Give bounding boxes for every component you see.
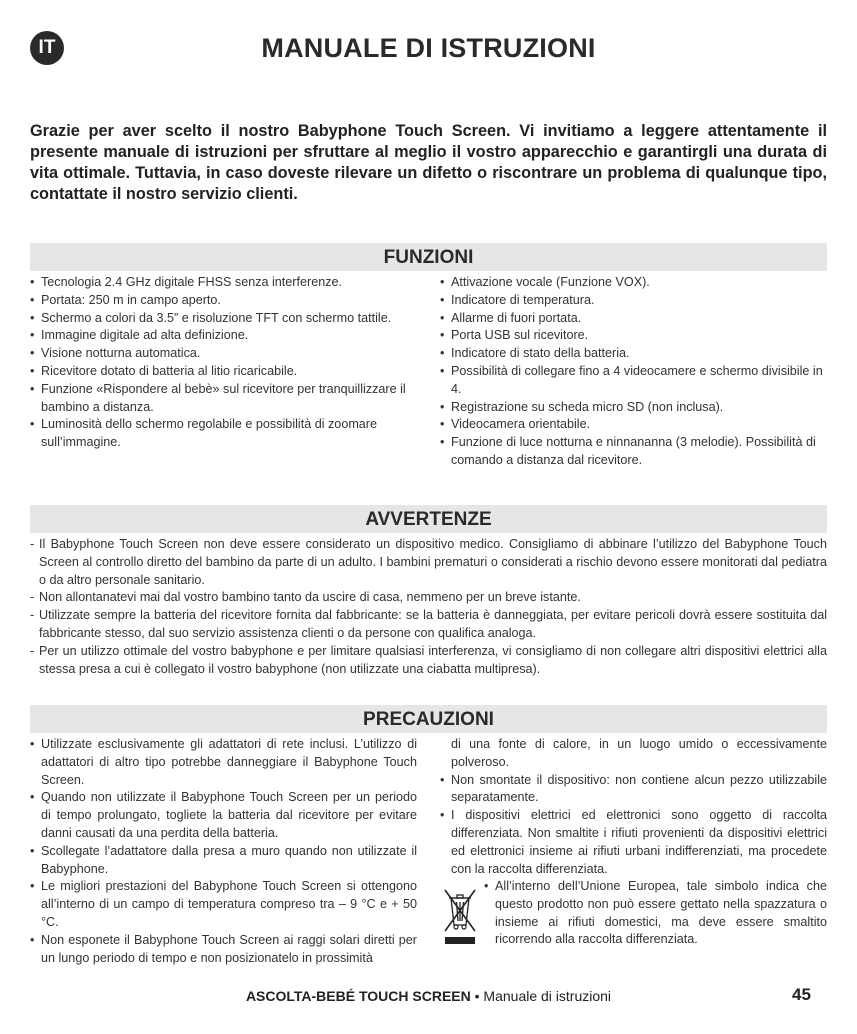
list-item: • Luminosità dello schermo regolabile e possibilità di zoomare sull’immagine. xyxy=(30,416,420,452)
list-item: - Utilizzate sempre la batteria del ricevitore fornita dal fabbricante: se la batteria è danneggiata, per evitare pericoli dovrà essere sostituita dal fabbricante stesso, dal suo servizio assistenza clienti o da persone con qualifica analoga. xyxy=(30,607,827,643)
precauzioni-list-left xyxy=(30,736,417,967)
page-number: 45 xyxy=(792,985,811,1004)
footer-label: Manuale di istruzioni xyxy=(483,988,612,1004)
page-title: MANUALE DI ISTRUZIONI xyxy=(261,33,596,63)
list-item-continuation: di una fonte di calore, in un luogo umido o eccessivamente polveroso. xyxy=(451,737,827,769)
list-item: • Utilizzate esclusivamente gli adattatori di rete inclusi. L’utilizzo di adattatori di altro tipo potrebbe danneggiare il Babyphone Touch Screen. xyxy=(30,736,417,789)
list-item: • Immagine digitale ad alta definizione. xyxy=(30,327,420,345)
list-item: • Indicatore di stato della batteria. xyxy=(440,345,827,363)
footer xyxy=(0,986,857,1006)
list-item: • Quando non utilizzate il Babyphone Touch Screen per un periodo di tempo prolungato, togliete la batteria dal ricevitore per evitare danni causati da una perdita della batteria. xyxy=(30,789,417,842)
list-item: • Videocamera orientabile. xyxy=(440,416,827,434)
list-item: • Allarme di fuori portata. xyxy=(440,310,827,328)
list-item: • Non esponete il Babyphone Touch Screen ai raggi solari diretti per un lungo periodo di tempo e non posizionatelo in prossimità xyxy=(30,932,417,968)
funzioni-list-right xyxy=(440,274,827,470)
list-item: • Attivazione vocale (Funzione VOX). xyxy=(440,274,827,292)
footer-separator: • xyxy=(474,988,480,1004)
footer-product-name: ASCOLTA-BEBÉ TOUCH SCREEN xyxy=(245,988,471,1004)
list-item: • Visione notturna automatica. xyxy=(30,345,420,363)
intro-paragraph: Grazie per aver scelto il nostro Babyphone Touch Screen. Vi invitiamo a leggere attentamente il presente manuale di istruzioni per sfruttare al meglio il vostro apparecchio e garantirgli una durata di vita ottimale. Tuttavia, in caso doveste rilevare un difetto o riscontrare un problema di qualunque tipo, contattate il nostro servizio clienti. xyxy=(30,122,827,203)
list-item: - Per un utilizzo ottimale del vostro babyphone e per limitare qualsiasi interferenza, vi consigliamo di non collegare altri dispositivi elettrici alla stessa presa a cui è collegato il vostro babyphone (non utilizzate una ciabatta multipresa). xyxy=(30,643,827,679)
list-item: • I dispositivi elettrici ed elettronici sono oggetto di raccolta differenziata. Non smaltite i rifiuti provenienti da dispositivi elettrici ed elettronici insieme ai rifiuti urbani indifferenziati, ma procedete con la raccolta differenziata. xyxy=(440,807,827,878)
eu-disposal-note xyxy=(484,878,827,949)
avvertenze-list xyxy=(30,536,827,678)
list-item: • Scollegate l’adattatore dalla presa a muro quando non utilizzate il Babyphone. xyxy=(30,843,417,879)
list-item: • Portata: 250 m in campo aperto. xyxy=(30,292,420,310)
list-item: • Funzione di luce notturna e ninnananna (3 melodie). Possibilità di comando a distanza dal ricevitore. xyxy=(440,434,827,470)
list-item: • Le migliori prestazioni del Babyphone Touch Screen si ottengono all’interno di un campo di temperatura compreso tra – 9 °C e + 50 °C. xyxy=(30,878,417,931)
list-item: • Indicatore di temperatura. xyxy=(440,292,827,310)
section-header-avvertenze: AVVERTENZE xyxy=(30,505,827,533)
list-item: • Ricevitore dotato di batteria al litio ricaricabile. xyxy=(30,363,420,381)
list-item: • Funzione «Rispondere al bebè» sul ricevitore per tranquillizzare il bambino a distanza. xyxy=(30,381,420,417)
list-item: • Porta USB sul ricevitore. xyxy=(440,327,827,345)
section-header-funzioni: FUNZIONI xyxy=(30,243,827,271)
list-item: • Schermo a colori da 3.5” e risoluzione TFT con schermo tattile. xyxy=(30,310,420,328)
crossed-out-bin-icon xyxy=(442,887,478,945)
language-badge: IT xyxy=(30,31,64,65)
list-item: • Tecnologia 2.4 GHz digitale FHSS senza interferenze. xyxy=(30,274,420,292)
list-item: • Possibilità di collegare fino a 4 videocamere e schermo divisibile in 4. xyxy=(440,363,827,399)
list-item: - Non allontanatevi mai dal vostro bambino tanto da uscire di casa, nemmeno per un breve istante. xyxy=(30,589,827,607)
list-item: - Il Babyphone Touch Screen non deve essere considerato un dispositivo medico. Consigliamo di abbinare l’utilizzo del Babyphone Touch Screen al controllo diretto del bambino da parte di un adulto. I bambini prematuri o considerati a rischio devono essere monitorati dal pediatra o da altro personale sanitario. xyxy=(30,536,827,589)
precauzioni-list-right xyxy=(440,736,827,878)
funzioni-list-left xyxy=(30,274,420,452)
list-item: • Registrazione su scheda micro SD (non inclusa). xyxy=(440,399,827,417)
list-item: • Non smontate il dispositivo: non contiene alcun pezzo utilizzabile separatamente. xyxy=(440,772,827,808)
eu-disposal-text: • All’interno dell’Unione Europea, tale simbolo indica che questo prodotto non può essere gettato nella spazzatura o insieme ai rifiuti domestici, ma deve essere smaltito ricorrendo alla raccolta differenziata. xyxy=(484,878,827,949)
section-header-precauzioni: PRECAUZIONI xyxy=(30,705,827,733)
